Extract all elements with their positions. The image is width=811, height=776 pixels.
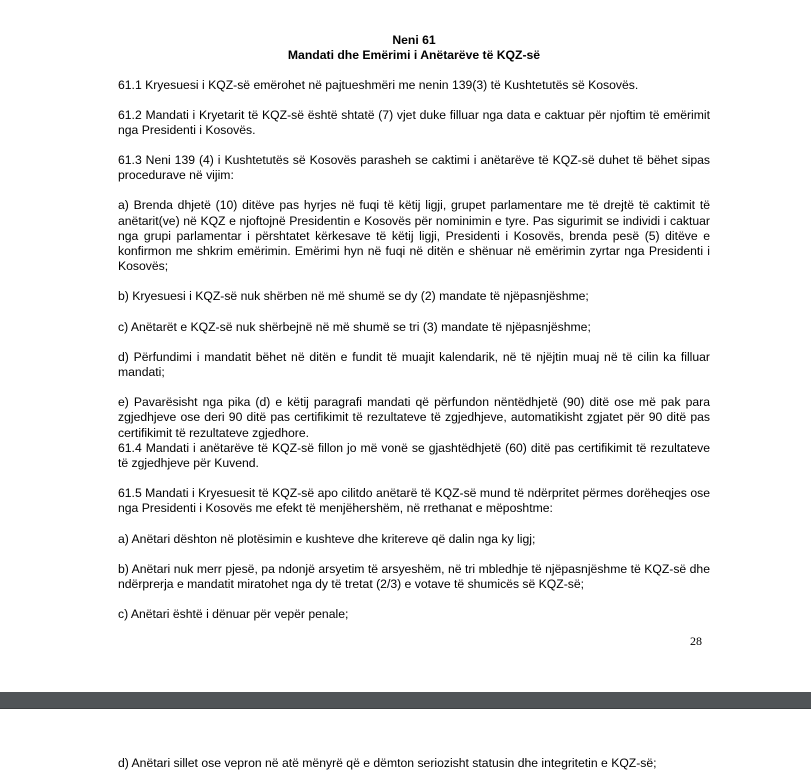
article-heading: Neni 61 [392, 33, 436, 47]
paragraph-61-3: 61.3 Neni 139 (4) i Kushtetutës së Kosovës parasheh se caktimi i anëtarëve të KQZ-së duhet të bëhet sipas procedurave në vijim: [118, 153, 710, 183]
next-page-first-line: d) Anëtari sillet ose vepron në atë mënyrë që e dëmton seriozisht statusin dhe integritetin e KQZ-së; [118, 756, 657, 770]
paragraph-61-3-e: e) Pavarësisht nga pika (d) e këtij paragrafi mandati që përfundon nëntëdhjetë (90) ditë ose më pak para zgjedhjeve ose deri 90 ditë pas certifikimit të rezultateve të zgjedhjeve, automatikisht zgjatet për 90 ditë pas certifikimit të rezultateve zgjedhore. [118, 395, 710, 440]
paragraph-61-5-b: b) Anëtari nuk merr pjesë, pa ndonjë arsyetim të arsyeshëm, në tri mbledhje të njëpasnjëshme të KQZ-së dhe ndërprerja e mandatit miratohet nga dy të tretat (2/3) e votave të shumicës së KQZ-së; [118, 561, 710, 592]
paragraph-61-4: 61.4 Mandati i anëtarëve të KQZ-së fillon jo më vonë se gjashtëdhjetë (60) ditë pas certifikimit të rezultateve të zgjedhjeve për Kuvend. [118, 440, 710, 471]
paragraph-61-3-a: a) Brenda dhjetë (10) ditëve pas hyrjes në fuqi të këtij ligji, grupet parlamentare me të drejtë të caktimit të anëtarit(ve) në KQZ e njoftojnë Presidentin e Kosovës për nominimin e tyre. Pas sigurimit se individi i caktuar nga grupi parlamentar i përshtatet kërkesave të këtij ligji, Presidenti i Kosovës, brenda pesë (5) ditëve e konfirmon me shkrim emërimin. Emërimi hyn në fuqi në ditën e shënuar në emërimin zyrtar nga Presidenti i Kosovës; [118, 198, 710, 274]
paragraph-61-1: 61.1 Kryesuesi i KQZ-së emërohet në pajtueshmëri me nenin 139(3) të Kushtetutës së Kosovës. [118, 78, 639, 93]
next-document-page [0, 709, 811, 776]
paragraph-61-5-a: a) Anëtari dështon në plotësimin e kushteve dhe kritereve që dalin nga ky ligj; [118, 531, 536, 546]
page-separator [0, 692, 811, 709]
paragraph-61-3-b: b) Kryesuesi i KQZ-së nuk shërben në më shumë se dy (2) mandate të njëpasnjëshme; [118, 289, 589, 304]
paragraph-61-5: 61.5 Mandati i Kryesuesit të KQZ-së apo cilitdo anëtarë të KQZ-së mund të ndërpritet përmes dorëheqjes ose nga Presidenti i Kosovës me efekt të menjëhershëm, në rrethanat e mëposhtme: [118, 486, 710, 516]
paragraph-61-5-c: c) Anëtari është i dënuar për vepër penale; [118, 607, 349, 622]
paragraph-61-3-c: c) Anëtarët e KQZ-së nuk shërbejnë në më shumë se tri (3) mandate të njëpasnjëshme; [118, 319, 591, 334]
article-subheading: Mandati dhe Emërimi i Anëtarëve të KQZ-së [287, 48, 541, 63]
article-content [118, 33, 710, 622]
paragraph-61-3-d: d) Përfundimi i mandatit bëhet në ditën e fundit të muajit kalendarik, në të njëjtin muaj në të cilin ka filluar mandati; [118, 349, 710, 380]
paragraph-61-2: 61.2 Mandati i Kryetarit të KQZ-së është shtatë (7) vjet duke filluar nga data e caktuar për njoftim të emërimit nga Presidenti i Kosovës. [118, 107, 710, 137]
page-number: 28 [690, 634, 702, 648]
